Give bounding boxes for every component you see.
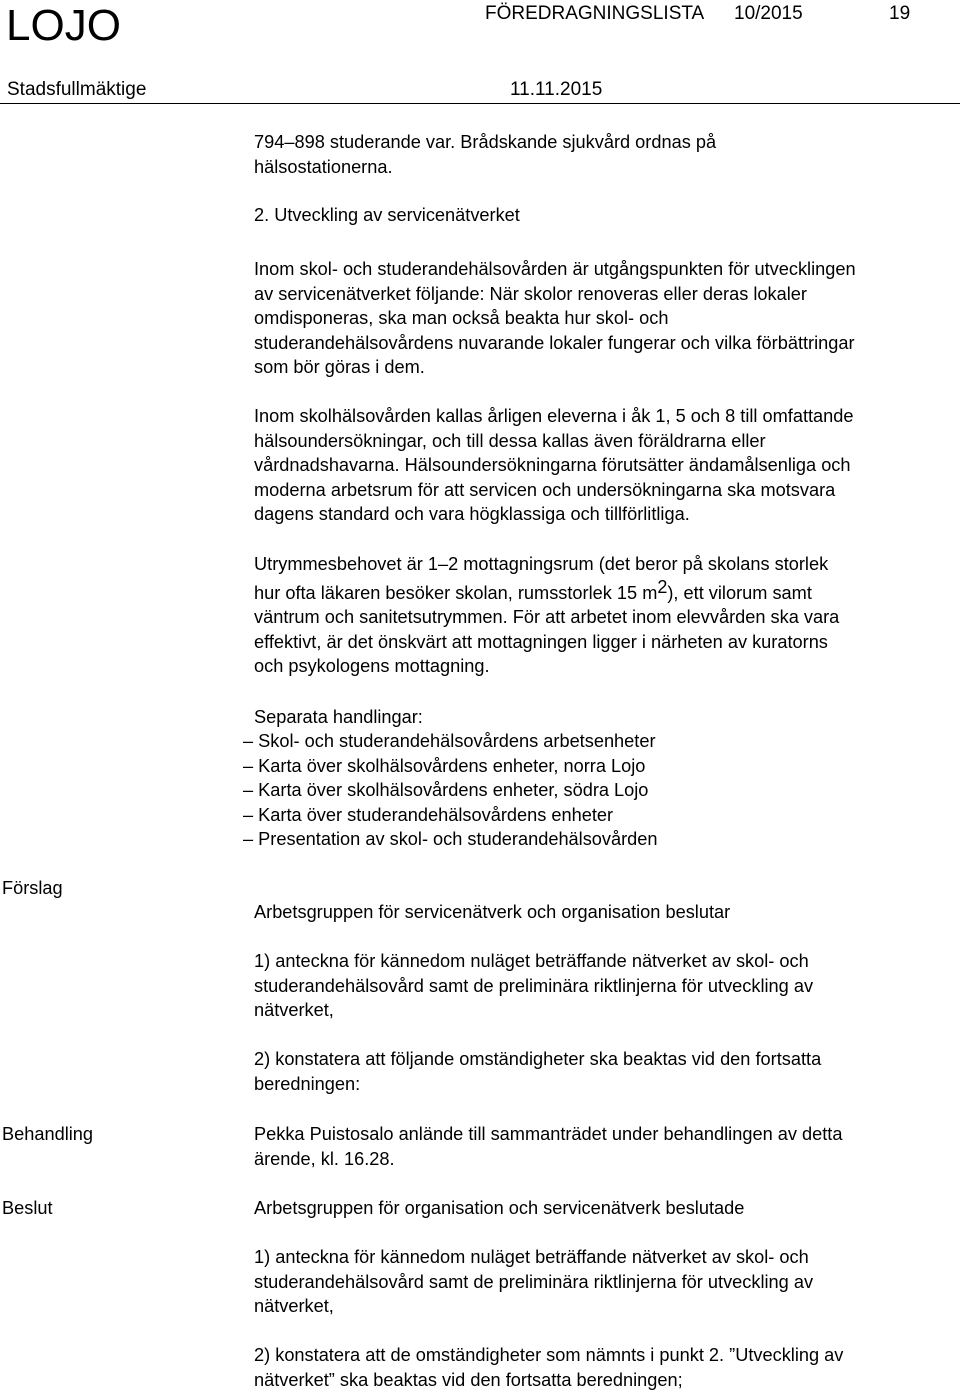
list-item: – Presentation av skol- och studerandehälsovården bbox=[243, 829, 658, 849]
forslag-item-1 bbox=[254, 949, 958, 1023]
page-number: 19 bbox=[889, 3, 911, 24]
attachments-list bbox=[243, 729, 658, 852]
beslut-item-2 bbox=[254, 1343, 958, 1392]
text-line: av servicenätverket följande: När skolor renoveras eller deras lokaler bbox=[254, 283, 807, 304]
forslag-label: Förslag bbox=[2, 878, 63, 898]
text-line: studerandehälsovårdens nuvarande lokaler fungerar och vilka förbättringar bbox=[254, 332, 855, 353]
text-line: som bör göras i dem. bbox=[254, 357, 425, 377]
forslag-lead: Arbetsgruppen för servicenätverk och organisation beslutar bbox=[254, 902, 731, 922]
text-line: effektivt, är det önskvärt att mottagningen ligger i närheten av kuratorns bbox=[254, 631, 828, 652]
logo: LOJO bbox=[6, 1, 121, 50]
text-line: vårdnadshavarna. Hälsoundersökningarna förutsätter ändamålsenliga och bbox=[254, 455, 851, 475]
attachments-heading: Separata handlingar: bbox=[254, 707, 423, 727]
text-line: nätverket, bbox=[254, 1296, 334, 1316]
behandling-label: Behandling bbox=[2, 1124, 94, 1144]
list-item: – Skol- och studerandehälsovårdens arbetsenheter bbox=[243, 731, 656, 751]
paragraph-1 bbox=[254, 257, 958, 380]
text-line: moderna arbetsrum för att servicen och undersökningarna ska motsvara bbox=[254, 479, 836, 500]
text-line: Pekka Puistosalo anlände till sammanträdet under behandlingen av detta bbox=[254, 1124, 843, 1144]
text-line: studerandehälsovård samt de preliminära riktlinjerna för utveckling av bbox=[254, 975, 814, 996]
text-line: beredningen: bbox=[254, 1073, 361, 1094]
text-line: Inom skolhälsovården kallas årligen eleverna i åk 1, 5 och 8 till omfattande bbox=[254, 406, 854, 426]
list-title: FÖREDRAGNINGSLISTA bbox=[485, 3, 705, 24]
beslut-label: Beslut bbox=[2, 1198, 53, 1218]
section-heading: 2. Utveckling av servicenätverket bbox=[254, 205, 520, 225]
text-line: Utrymmesbehovet är 1–2 mottagningsrum (det beror på skolans storlek bbox=[254, 554, 829, 574]
text-line: studerandehälsovård samt de preliminära riktlinjerna för utveckling av bbox=[254, 1271, 814, 1292]
list-item: – Karta över skolhälsovårdens enheter, södra Lojo bbox=[243, 780, 649, 800]
behandling-text bbox=[254, 1122, 958, 1171]
body-name: Stadsfullmäktige bbox=[7, 79, 147, 100]
text-line: nätverket, bbox=[254, 1000, 334, 1020]
text-line: hur ofta läkaren besöker skolan, rumsstorlek 15 $m^2$), ett vilorum samt bbox=[254, 576, 812, 603]
text-line: omdisponeras, ska man också beakta hur skol- och bbox=[254, 308, 669, 328]
intro-paragraph bbox=[254, 130, 958, 179]
paragraph-2 bbox=[254, 404, 958, 527]
text-line: och psykologens mottagning. bbox=[254, 656, 490, 676]
text-line: väntrum och sanitetsutrymmen. För att arbetet inom elevvården ska vara bbox=[254, 607, 840, 627]
list-item: – Karta över skolhälsovårdens enheter, norra Lojo bbox=[243, 755, 646, 776]
meeting-date: 11.11.2015 bbox=[510, 79, 603, 100]
text-line: hälsostationerna. bbox=[254, 156, 393, 177]
text-line: 2) konstatera att följande omständigheter ska beaktas vid den fortsatta bbox=[254, 1049, 822, 1069]
text-line: nätverket” ska beaktas vid den fortsatta beredningen; bbox=[254, 1369, 683, 1390]
header-rule bbox=[0, 103, 960, 104]
text-line: 1) anteckna för kännedom nuläget beträffande nätverket av skol- och bbox=[254, 1247, 809, 1267]
forslag-item-2 bbox=[254, 1047, 958, 1096]
text-line: 1) anteckna för kännedom nuläget beträffande nätverket av skol- och bbox=[254, 951, 809, 971]
beslut-lead: Arbetsgruppen för organisation och servicenätverk beslutade bbox=[254, 1198, 745, 1218]
beslut-item-1 bbox=[254, 1245, 958, 1319]
text-line: 2) konstatera att de omständigheter som nämnts i punkt 2. ”Utveckling av bbox=[254, 1345, 844, 1365]
text-line: 794–898 studerande var. Brådskande sjukvård ordnas på bbox=[254, 132, 717, 152]
text-line: dagens standard och vara högklassiga och tillförlitliga. bbox=[254, 504, 690, 524]
list-number: 10/2015 bbox=[734, 3, 803, 24]
text-line: ärende, kl. 16.28. bbox=[254, 1148, 395, 1169]
superscript: 2 bbox=[657, 576, 668, 597]
paragraph-3 bbox=[254, 552, 958, 679]
text-line: hälsoundersökningar, och till dessa kallas även föräldrarna eller bbox=[254, 430, 766, 451]
list-item: – Karta över studerandehälsovårdens enheter bbox=[243, 804, 614, 825]
text-line: Inom skol- och studerandehälsovården är utgångspunkten för utvecklingen bbox=[254, 259, 856, 279]
